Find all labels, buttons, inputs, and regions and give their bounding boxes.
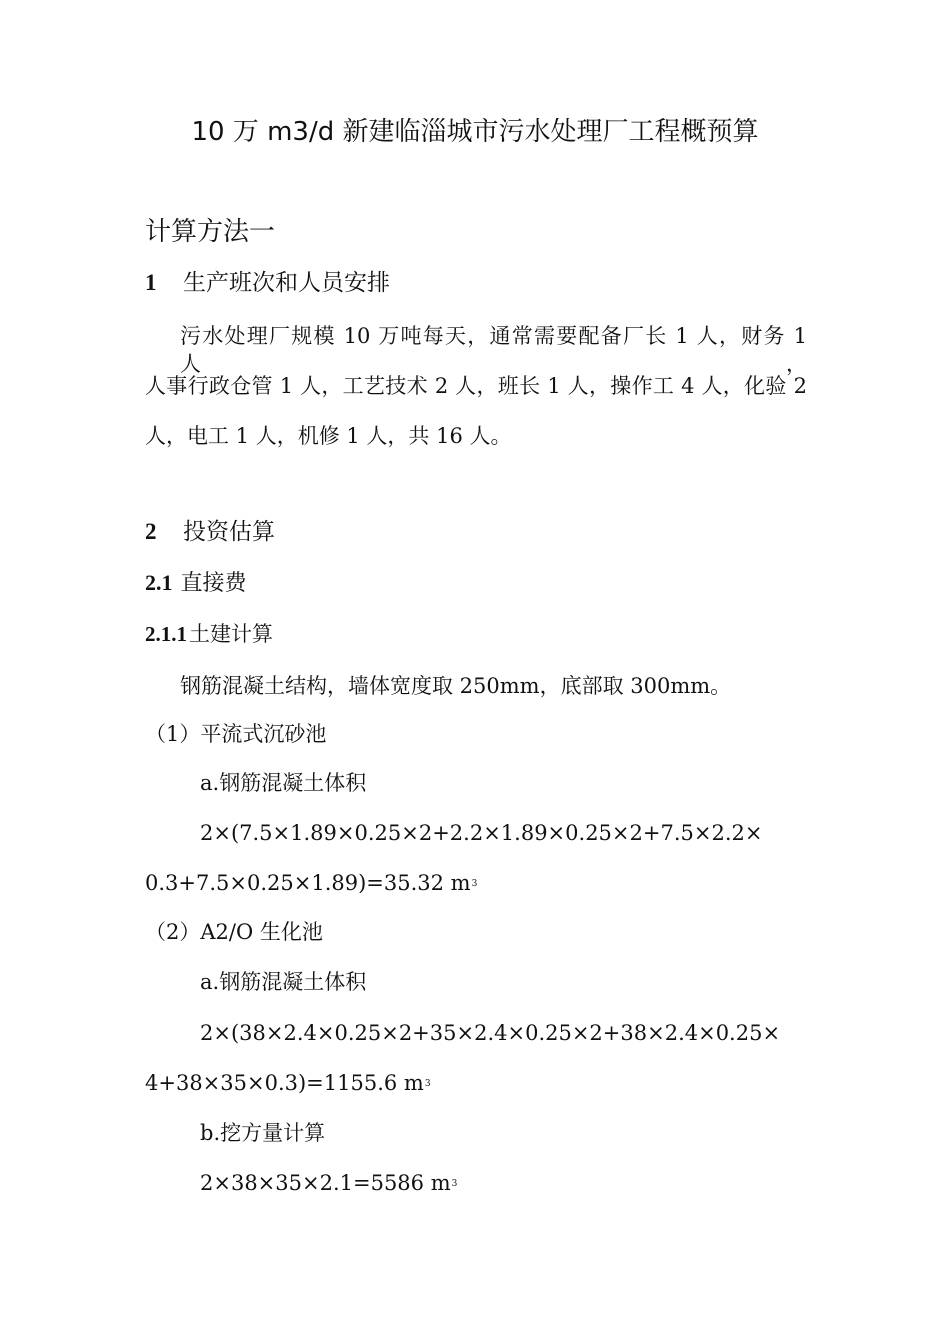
item-2-formula-a-text: 4+38×35×0.3)=1155.6 m [145, 1071, 424, 1095]
document-title: 10 万 m3/d 新建临淄城市污水处理厂工程概预算 [191, 117, 759, 147]
section-2-number: 2 [145, 519, 157, 544]
item-1-formula-line-2 [145, 869, 477, 898]
section-2-1-1-title: 土建计算 [189, 622, 273, 646]
section-2-title: 投资估算 [183, 519, 275, 545]
section-2-1-heading [145, 569, 247, 598]
item-2-label: （2）A2/O 生化池 [145, 920, 323, 944]
section-2-1-number: 2.1 [145, 570, 173, 595]
item-1-label: （1）平流式沉砂池 [145, 722, 327, 746]
section-1-para-line-3: 人，电工 1 人，机修 1 人，共 16 人。 [145, 424, 512, 448]
item-1-sub-a: a.钢筋混凝土体积 [200, 771, 367, 795]
item-2-sub-a: a.钢筋混凝土体积 [200, 970, 367, 994]
method-heading: 计算方法一 [145, 217, 276, 247]
section-2-1-title: 直接费 [180, 571, 247, 596]
item-2-sub-b: b.挖方量计算 [200, 1121, 326, 1145]
section-2-heading [145, 517, 275, 547]
item-2-formula-a-line-1: 2×(38×2.4×0.25×2+35×2.4×0.25×2+38×2.4×0.25× [200, 1021, 781, 1045]
item-1-unit-superscript: 3 [471, 879, 478, 889]
section-1-para-line-2: 人事行政仓管 1 人，工艺技术 2 人，班长 1 人，操作工 4 人，化验 2 [145, 374, 807, 398]
section-1-para-line-1: 污水处理厂规模 10 万吨每天，通常需要配备厂长 1 人，财务 1 人， [180, 324, 807, 376]
section-2-1-1-heading [145, 620, 273, 648]
item-1-formula-line-1: 2×(7.5×1.89×0.25×2+2.2×1.89×0.25×2+7.5×2.2× [200, 821, 763, 845]
item-2-formula-b [200, 1169, 457, 1198]
section-2-1-1-number: 2.1.1 [145, 622, 187, 646]
item-2-unit-superscript-a: 3 [424, 1079, 431, 1089]
section-2-1-1-intro: 钢筋混凝土结构，墙体宽度取 250mm，底部取 300mm。 [180, 674, 732, 698]
section-1-number: 1 [145, 270, 157, 295]
section-1-title: 生产班次和人员安排 [183, 270, 390, 296]
item-2-formula-b-text: 2×38×35×2.1=5586 m [200, 1171, 451, 1195]
section-1-heading [145, 268, 390, 298]
item-2-formula-a-line-2 [145, 1069, 431, 1098]
item-1-formula-text: 0.3+7.5×0.25×1.89)=35.32 m [145, 871, 471, 895]
item-2-unit-superscript-b: 3 [451, 1179, 458, 1189]
